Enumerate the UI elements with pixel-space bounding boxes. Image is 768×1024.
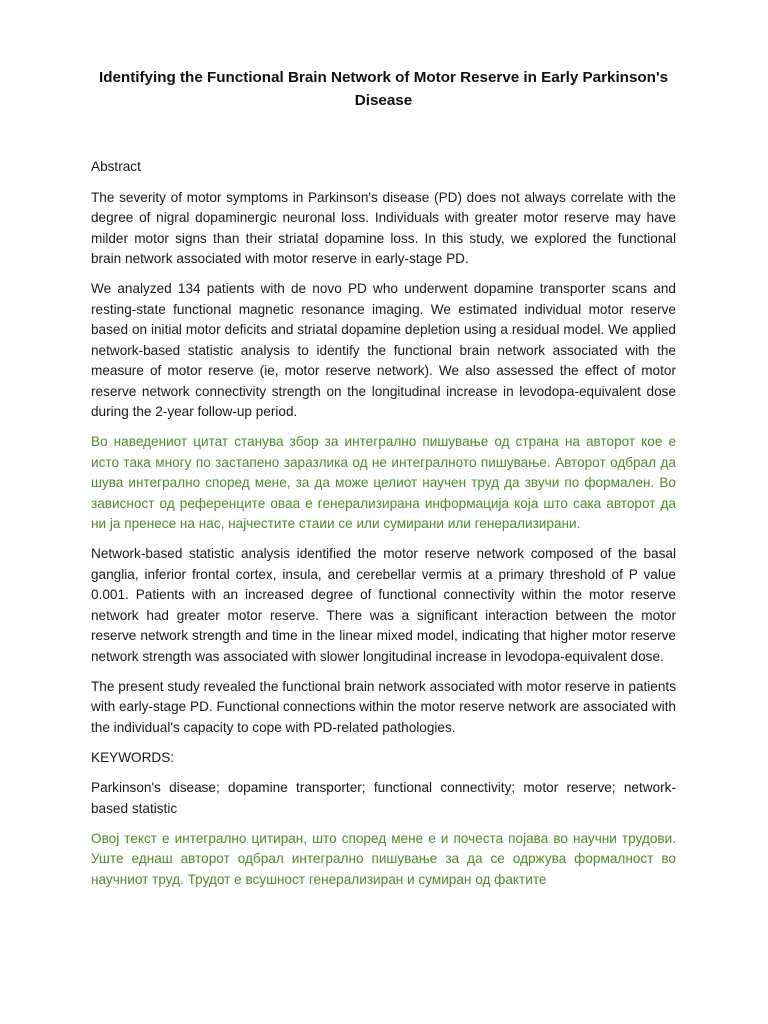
abstract-paragraph-conclusion: The present study revealed the functional brain network associated with motor reserve in patients with early-stage PD. Functional connections within the motor reserve network are associated with the individual's capacity to cope with PD-related pathologies. [91,678,676,735]
abstract-paragraph-results: Network-based statistic analysis identified the motor reserve network composed of the basal ganglia, inferior frontal cortex, insula, and cerebellar vermis at a primary threshold of P value 0.001. Patients with an increased degree of functional connectivity within the motor reserve network had greater motor reserve. There was a significant interaction between the motor reserve network strength and time in the linear mixed model, indicating that higher motor reserve network strength was associated with slower longitudinal increase in levodopa-equivalent dose. [91,546,676,664]
document-page [91,66,676,900]
abstract-paragraph-methods: We analyzed 134 patients with de novo PD who underwent dopamine transporter scans and resting-state functional magnetic resonance imaging. We estimated individual motor reserve based on initial motor deficits and striatal dopamine depletion using a residual model. We applied network-based statistic analysis to identify the functional brain network associated with the measure of motor reserve (ie, motor reserve network). We also assessed the effect of motor reserve network connectivity strength on the longitudinal increase in levodopa-equivalent dose during the 2-year follow-up period. [91,281,676,419]
abstract-heading: Abstract [91,159,141,174]
commentary-paragraph-1: Во наведениот цитат станува збор за интегрално пишување од страна на авторот кое е исто така многу по застапено заразлика од не интегралното пишување. Авторот одбрал да шува интегрално според мене, за да може целиот научен труд да звучи по формален. Во зависност од референците оваа е генерализирана информација која што сака авторот да ни ја пренесе на нас, најчестите стаии се или сумирани или генерализирани. [91,434,676,531]
keywords-list: Parkinson's disease; dopamine transporter; functional connectivity; motor reserve; network-based statistic [91,780,676,816]
commentary-paragraph-2: Овој текст е интегрално цитиран, што според мене е и почеста појава во научни трудови. Уште еднаш авторот одбрал интегрално пишување за да се одржува формалност во научниот труд. Трудот е всушност генерализиран и сумиран од фактите [91,830,676,887]
paper-title: Identifying the Functional Brain Network of Motor Reserve in Early Parkinson's Disease [98,69,669,109]
abstract-paragraph-background: The severity of motor symptoms in Parkinson's disease (PD) does not always correlate with the degree of nigral dopaminergic neuronal loss. Individuals with greater motor reserve may have milder motor signs than their striatal dopamine loss. In this study, we explored the functional brain network associated with motor reserve in early-stage PD. [91,189,676,266]
keywords-heading: KEYWORDS: [91,749,175,765]
